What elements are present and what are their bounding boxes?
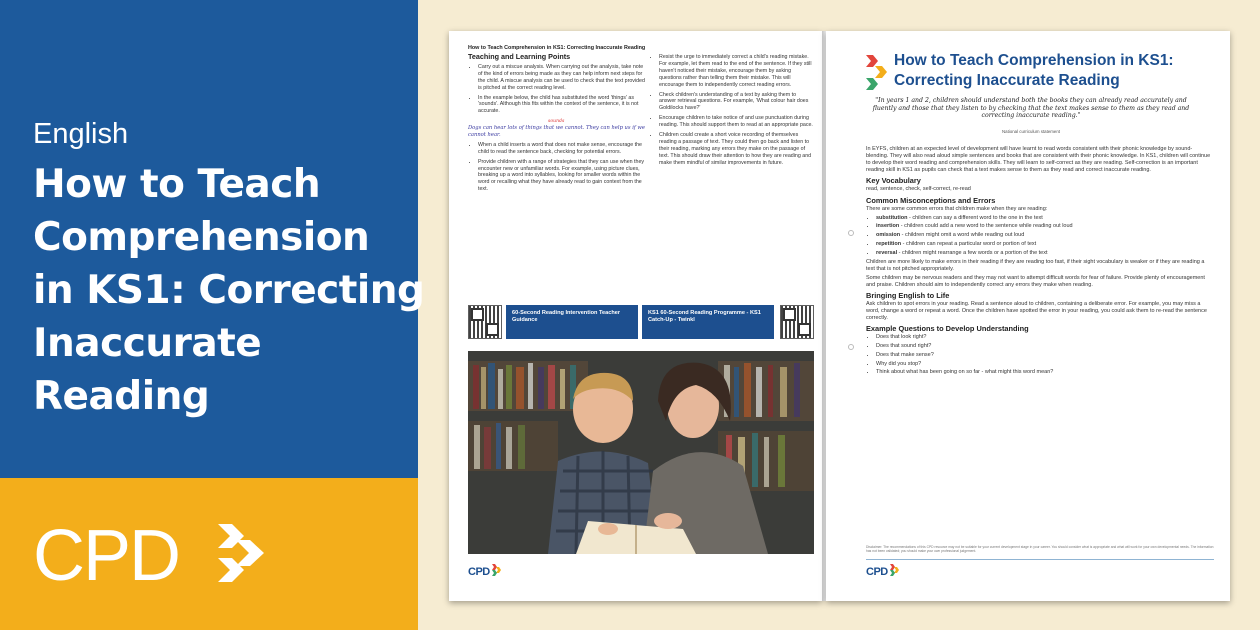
banner-title-line: Comprehension: [33, 215, 370, 260]
qr-code-icon[interactable]: [780, 305, 814, 339]
left-column: [468, 54, 646, 196]
resource-link[interactable]: 60-Second Reading Intervention Teacher Guidance: [506, 305, 638, 339]
error-desc: - children could add a new word to the sentence while reading out loud: [899, 223, 1073, 230]
error-term: insertion: [876, 223, 900, 230]
banner-title-line: Inaccurate: [33, 321, 262, 366]
error-term: repetition: [876, 240, 902, 247]
qr-code-icon[interactable]: [468, 305, 502, 339]
photo-teacher-and-child-reading: [468, 351, 814, 554]
footer-logo-text: CPD: [468, 566, 490, 578]
question-item: • Does that look right?: [876, 334, 1214, 341]
error-desc: - children might omit a word while reading out loud: [900, 232, 1025, 239]
curriculum-quote: "In years 1 and 2, children should understand both the books they can already read accurately and fluently and those that they listen to by checking that the text makes sense to them as they read and correcting inaccurate reading.": [872, 97, 1190, 120]
heading-key-vocabulary: Key Vocabulary: [866, 176, 921, 186]
error-desc: - children can say a different word to the one in the text: [907, 214, 1043, 221]
vocabulary-list: read, sentence, check, self-correct, re-read: [866, 186, 971, 193]
page-body: [866, 146, 1214, 378]
banner-title: [33, 158, 425, 423]
list-item: • In the example below, the child has substituted the word 'things' as 'sounds'. Although this fits within the context of the sentence, it is not accurate.: [478, 95, 646, 116]
error-desc: - children can repeat a particular word or portion of text: [901, 240, 1037, 247]
footer-chevron-icon: [890, 564, 900, 576]
list-item: • Resist the urge to immediately correct a child's reading mistake. For example, let them read to the end of the sentence. If they still haven't noticed their mistake, encourage them by asking questions rather than telling them their mistake. This will encourage them to independently correct reading errors.: [659, 54, 814, 89]
running-head: How to Teach Comprehension in KS1: Correcting Inaccurate Reading: [468, 45, 646, 51]
error-item: [876, 250, 1214, 257]
misconceptions-paragraph: Children are more likely to make errors in their reading if they are reading too fast, if their sight vocabulary is weaker or if they are reading a text that is not pitched appropriately.: [866, 258, 1205, 272]
heading-example-questions: Example Questions to Develop Understanding: [866, 324, 1029, 334]
list-item: • When a child inserts a word that does not make sense, encourage the child to read the sentence back, checking for potential errors.: [478, 142, 646, 156]
footer-logo-text: CPD: [866, 566, 888, 578]
banner: [0, 0, 425, 630]
subject-label: English: [33, 118, 129, 150]
error-item: [876, 223, 1214, 230]
cpd-logo-text: CPD: [33, 516, 180, 596]
error-item: [876, 232, 1214, 239]
misconceptions-paragraph: Some children may be nervous readers and they may not want to attempt difficult words for fear of failure. Provide plenty of encouragement and praise. Children should aim to independently correct any errors they make when reading.: [866, 274, 1205, 288]
cpd-chevron-icon: [214, 522, 270, 584]
resource-link[interactable]: KS1 60-Second Reading Programme - KS1 Catch-Up - Twinkl: [642, 305, 774, 339]
intro-paragraph: In EYFS, children at an expected level of development will have learnt to read words consistent with their phonic knowledge by sound-blending. They will also read aloud simple sentences and books that are consistent with their phonic knowledge. In KS1, children will continue to develop their word reading and comprehension skills. They will learn to self-correct as they are reading. Self-correction is an important reading skill in KS1 as pupils can check that a text makes sense to them as they read and correct inaccurate reading.: [866, 146, 1211, 174]
question-item: • Think about what has been going on so far - what might this word mean?: [876, 369, 1214, 376]
error-item: [876, 215, 1214, 222]
handwriting-text: Dogs can hear lots of things that we cannot. They can help us if we cannot hear.: [468, 125, 645, 138]
footer-chevron-icon: [492, 564, 502, 576]
banner-title-line: How to Teach: [33, 162, 321, 207]
error-term: substitution: [876, 214, 908, 221]
disclaimer: Disclaimer: The recommendations of this CPD resource may not be suitable for your current development stage in your career. You should consider what is appropriate and what will work for your own developmental needs. The information has not been validated; you should make your own professional judgement.: [866, 545, 1214, 553]
document-page-right: [826, 31, 1230, 601]
handwriting-correction: sounds: [548, 119, 565, 125]
question-list: [866, 334, 1214, 376]
list-item: • Provide children with a range of strategies that they can use when they encounter new or unfamiliar words. For example, using picture clues, breaking up a word into syllables, looking for smaller words within the word or recalling what they have already read to gain context from the text.: [478, 159, 646, 194]
right-column: [649, 54, 814, 170]
list-item: • Encourage children to take notice of and use punctuation during reading. This should support them to read at an appropriate pace.: [659, 115, 814, 129]
list-item: • Check children's understanding of a text by asking them to answer retrieval questions. For example, 'What colour hair does Goldilocks have?': [659, 92, 814, 113]
error-desc: - children might rearrange a few words or a portion of the text: [897, 249, 1048, 256]
heading-bringing-english-to-life: Bringing English to Life: [866, 290, 950, 300]
list-item: • Carry out a miscue analysis. When carrying out the analysis, take note of the kind of errors being made as they can help inform next steps for the child. A miscue analysis can be used to check that the text provided is pitched at the correct reading level.: [478, 64, 646, 92]
document-page-left: [449, 31, 822, 601]
banner-title-line: Reading: [33, 374, 210, 419]
error-term: omission: [876, 232, 901, 239]
section-heading: Teaching and Learning Points: [468, 52, 571, 61]
quote-source: National curriculum statement: [1001, 129, 1061, 134]
page-title: How to Teach Comprehension in KS1: Correcting Inaccurate Reading: [894, 52, 1174, 89]
list-item: • Children could create a short voice recording of themselves reading a passage of text. They could then go back and listen to their reading, marking any errors they make on the passage of text. This should draw their attention to how they are reading and make them mindful of similar improvements in future.: [659, 132, 814, 167]
footer-logo: [866, 564, 900, 578]
title-chevron-icon: [866, 55, 888, 91]
misconceptions-intro: There are some common errors that children make when they are reading:: [866, 205, 1048, 212]
question-item: • Why did you stop?: [876, 361, 1214, 368]
banner-title-line: in KS1: Correcting: [33, 268, 425, 313]
heading-misconceptions: Common Misconceptions and Errors: [866, 195, 996, 205]
error-list: [866, 215, 1214, 257]
binding-ring-icon: [848, 230, 854, 236]
question-item: • Does that make sense?: [876, 352, 1214, 359]
question-item: • Does that sound right?: [876, 343, 1214, 350]
error-term: reversal: [876, 249, 898, 256]
footer-logo: [468, 564, 502, 578]
handwriting-example: [468, 119, 646, 138]
error-item: [876, 241, 1214, 248]
photo-illustration: [468, 351, 814, 554]
binding-ring-icon: [848, 344, 854, 350]
bringing-to-life-paragraph: Ask children to spot errors in your reading. Read a sentence aloud to children, containing a deliberate error. For example, you may miss a word, change a word or repeat a word. Once the children have spotted the error in your reading, you could ask them to re-read the sentence correctly.: [866, 301, 1207, 322]
footer-divider: [866, 559, 1214, 560]
